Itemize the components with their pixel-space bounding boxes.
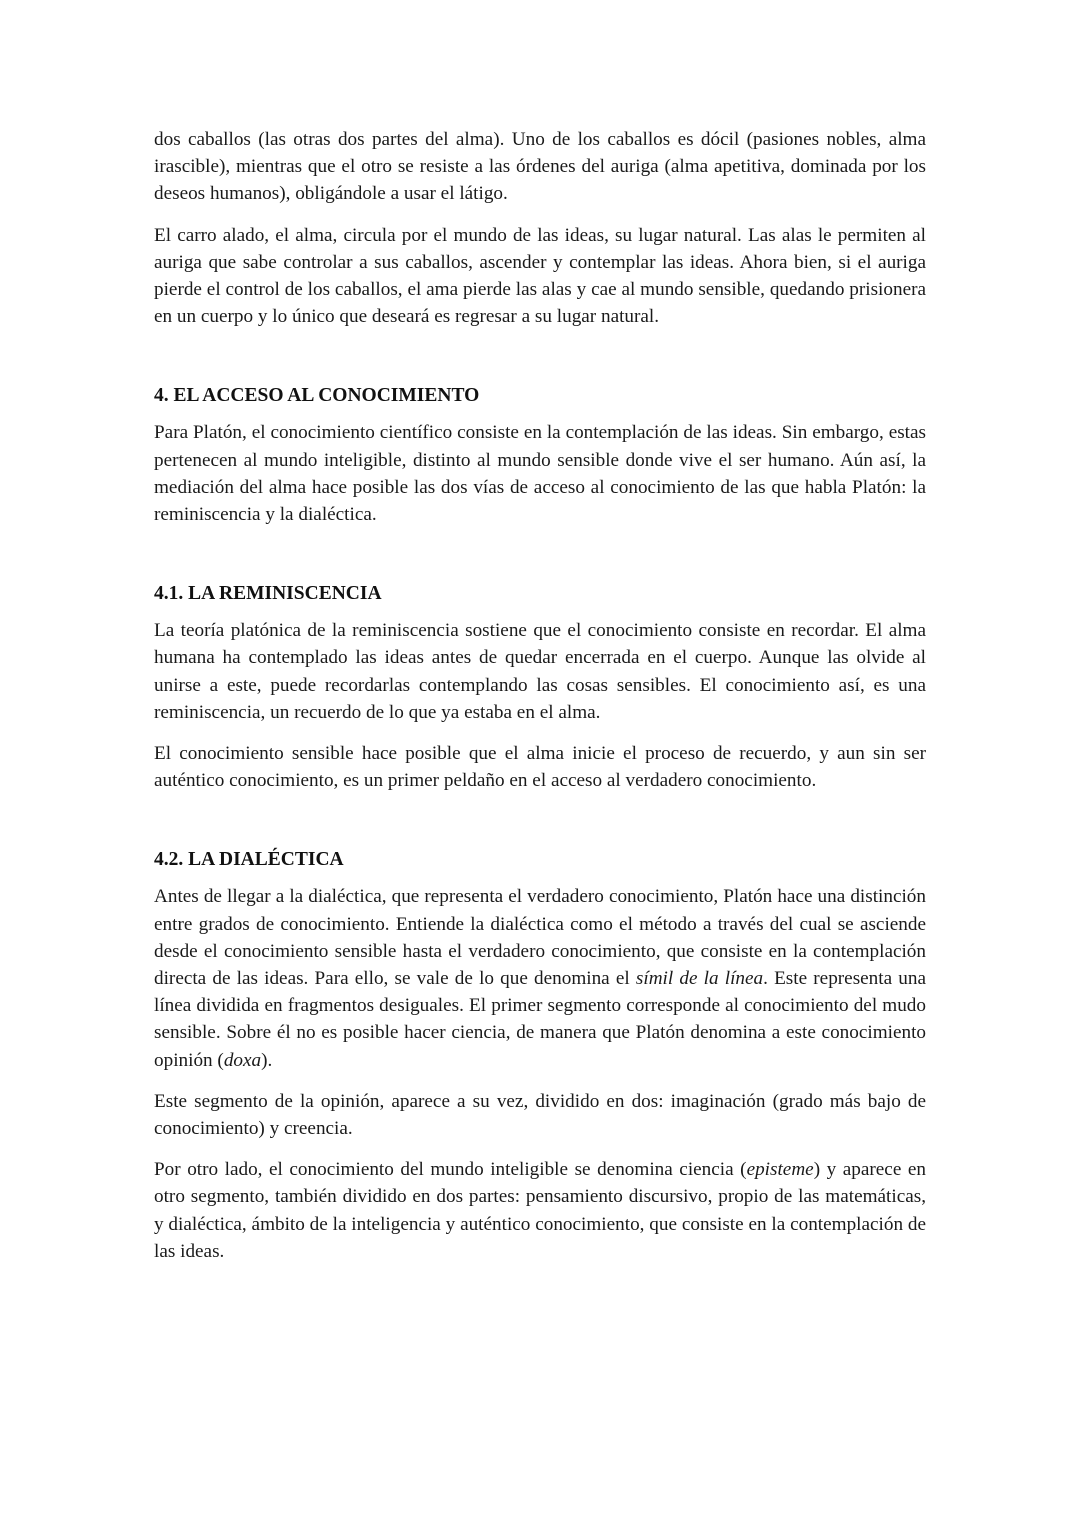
section-spacer bbox=[154, 542, 926, 580]
italic-term-episteme: episteme bbox=[746, 1159, 814, 1181]
intro-paragraph-1: dos caballos (las otras dos partes del alma). Uno de los caballos es dócil (pasiones nobles, alma irascible), mientras que el otro se resiste a las órdenes del auriga (alma apetitiva, dominada por los deseos humanos), obligándole a usar el látigo. bbox=[154, 129, 926, 205]
text-run: . Este representa una línea dividida en fragmentos desiguales. El primer segmento corresponde al conocimiento del mudo sensible. Sobre él no es posible hacer ciencia, de manera que Platón denomina a este conocimiento opinión ( bbox=[154, 968, 926, 1071]
text-run: ) y aparece en otro segmento, también dividido en dos partes: pensamiento discursivo, propio de las matemáticas, y dialéctica, ámbito de la inteligencia y auténtico conocimiento, que consiste en la contemplación de las ideas. bbox=[154, 1159, 926, 1262]
section-4-1-heading: 4.1. LA REMINISCENCIA bbox=[154, 583, 382, 605]
text-run: ). bbox=[261, 1049, 273, 1071]
italic-term-doxa: doxa bbox=[223, 1049, 262, 1071]
section-4-1-paragraph-2: El conocimiento sensible hace posible que el alma inicie el proceso de recuerdo, y aun sin ser auténtico conocimiento, es un primer peldaño en el acceso al verdadero conocimiento. bbox=[154, 743, 926, 792]
section-4-heading: 4. EL ACCESO AL CONOCIMIENTO bbox=[154, 385, 480, 407]
text-run: Por otro lado, el conocimiento del mundo inteligible se denomina ciencia ( bbox=[154, 1159, 747, 1181]
section-4-1-paragraph-1: La teoría platónica de la reminiscencia sostiene que el conocimiento consiste en recordar. El alma humana ha contemplado las ideas antes de quedar encerrada en el cuerpo. Aunque las olvide al unirse a este, puede recordarlas contemplando las cosas sensibles. El conocimiento así, es una reminiscencia, un recuerdo de lo que ya estaba en el alma. bbox=[154, 620, 926, 723]
section-spacer bbox=[154, 808, 926, 846]
section-4-paragraph-1: Para Platón, el conocimiento científico consiste en la contemplación de las ideas. Sin embargo, estas pertenecen al mundo inteligible, distinto al mundo sensible donde vive el ser humano. Aún así, la mediación del alma hace posible las dos vías de acceso al conocimiento de las que habla Platón: la reminiscencia y la dialéctica. bbox=[154, 422, 926, 526]
text-run: Antes de llegar a la dialéctica, que representa el verdadero conocimiento, Platón hace una distinción entre grados de conocimiento. Entiende la dialéctica como el método a través del cual se asciende desde el conocimiento sensible hasta el verdadero conocimiento, que consiste en la contemplación directa de las ideas. Para ello, se vale de lo que denomina el bbox=[154, 886, 926, 990]
document-page bbox=[154, 126, 926, 1279]
section-4-2-heading: 4.2. LA DIALÉCTICA bbox=[154, 849, 344, 871]
section-4-2-paragraph-2: Este segmento de la opinión, aparece a su vez, dividido en dos: imaginación (grado más bajo de conocimiento) y creencia. bbox=[154, 1090, 926, 1140]
section-4-2-paragraph-1 bbox=[154, 883, 926, 1073]
section-spacer bbox=[154, 344, 926, 382]
italic-term-simil: símil de la línea bbox=[635, 968, 764, 990]
intro-paragraph-2: El carro alado, el alma, circula por el mundo de las ideas, su lugar natural. Las alas le permiten al auriga que sabe controlar a sus caballos, ascender y contemplar las ideas. Ahora bien, si el auriga pierde el control de los caballos, el ama pierde las alas y cae al mundo sensible, quedando prisionera en un cuerpo y lo único que deseará es regresar a su lugar natural. bbox=[154, 224, 926, 328]
section-4-2-paragraph-3 bbox=[154, 1156, 926, 1265]
